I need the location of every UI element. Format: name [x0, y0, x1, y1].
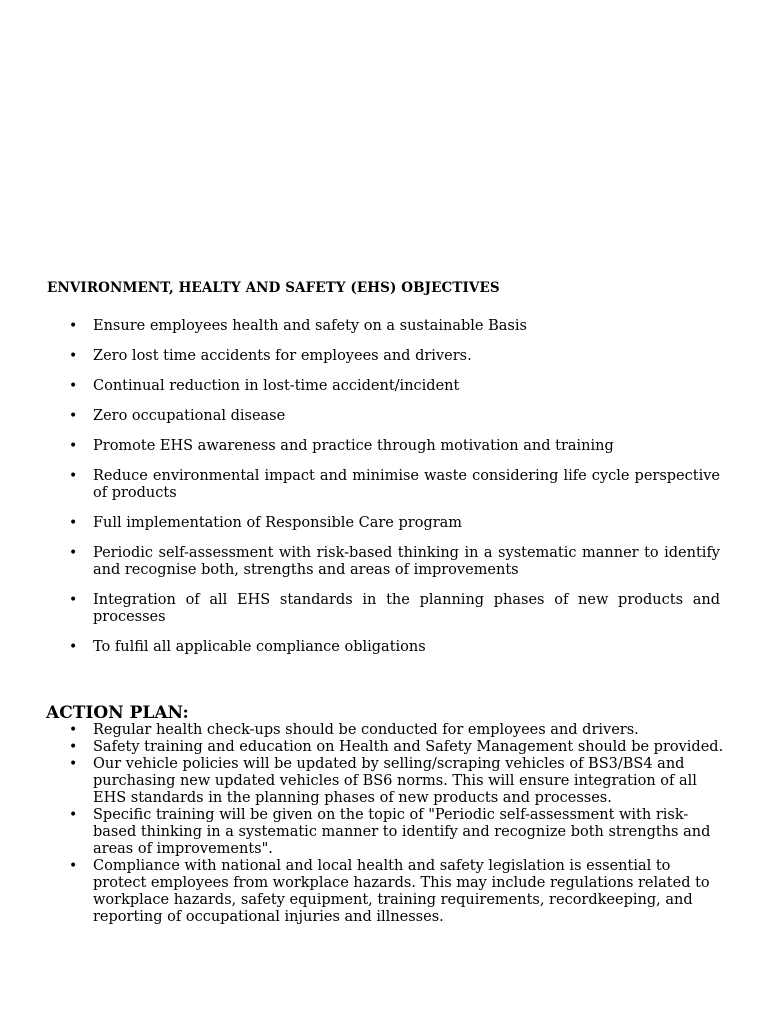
bullet-icon: • [69, 378, 78, 394]
list-item [47, 348, 720, 365]
list-item [47, 858, 727, 926]
list-item [47, 639, 720, 656]
list-item [47, 378, 720, 395]
bullet-icon: • [69, 468, 78, 484]
bullet-icon: • [69, 807, 78, 823]
list-item [47, 438, 720, 455]
list-item-text: To fulfil all applicable compliance obligations [93, 639, 426, 655]
bullet-icon: • [69, 756, 78, 772]
list-item-text: Promote EHS awareness and practice through motivation and training [93, 438, 614, 454]
list-item [47, 756, 727, 807]
bullet-icon: • [69, 592, 78, 608]
list-item-text: Our vehicle policies will be updated by selling/scraping vehicles of BS3/BS4 and purchasing new updated vehicles of BS6 norms. This will ensure integration of all EHS standards in the planning phases of new products and processes. [93, 756, 697, 806]
bullet-icon: • [69, 739, 78, 755]
bullet-icon: • [69, 515, 78, 531]
list-item [47, 807, 727, 858]
list-item [47, 739, 727, 756]
list-item-text: Continual reduction in lost-time accident/incident [93, 378, 460, 394]
action-plan-list [47, 722, 727, 926]
bullet-icon: • [69, 639, 78, 655]
list-item-text: Zero occupational disease [93, 408, 286, 424]
bullet-icon: • [69, 722, 78, 738]
list-item-text: Periodic self-assessment with risk-based thinking in a systematic manner to identify and recognise both, strengths and areas of improvements [93, 545, 720, 578]
bullet-icon: • [69, 348, 78, 364]
list-item-text: Zero lost time accidents for employees and drivers. [93, 348, 472, 364]
list-item [47, 468, 720, 502]
list-item-text: Safety training and education on Health and Safety Management should be provided. [93, 739, 724, 755]
list-item [47, 545, 720, 579]
list-item [47, 592, 720, 626]
ehs-objectives-list [47, 318, 720, 669]
list-item-text: Compliance with national and local health and safety legislation is essential to protect employees from workplace hazards. This may include regulations related to workplace hazards, safety equipment, training requirements, recordkeeping, and reporting of occupational injuries and illnesses. [93, 858, 710, 925]
list-item-text: Integration of all EHS standards in the planning phases of new products and processes [93, 592, 720, 625]
list-item-text: Ensure employees health and safety on a sustainable Basis [93, 318, 527, 334]
list-item [47, 408, 720, 425]
list-item-text: Full implementation of Responsible Care program [93, 515, 463, 531]
bullet-icon: • [69, 318, 78, 334]
list-item [47, 722, 727, 739]
bullet-icon: • [69, 438, 78, 454]
action-plan-heading: ACTION PLAN: [46, 703, 189, 723]
bullet-icon: • [69, 545, 78, 561]
list-item [47, 318, 720, 335]
bullet-icon: • [69, 408, 78, 424]
ehs-objectives-heading: ENVIRONMENT, HEALTY AND SAFETY (EHS) OBJECTIVES [47, 280, 500, 296]
list-item-text: Reduce environmental impact and minimise waste considering life cycle perspective of products [93, 468, 720, 501]
list-item-text: Specific training will be given on the topic of "Periodic self-assessment with risk-based thinking in a systematic manner to identify and recognize both strengths and areas of improvements". [93, 807, 711, 857]
list-item [47, 515, 720, 532]
list-item-text: Regular health check-ups should be conducted for employees and drivers. [93, 722, 639, 738]
bullet-icon: • [69, 858, 78, 874]
